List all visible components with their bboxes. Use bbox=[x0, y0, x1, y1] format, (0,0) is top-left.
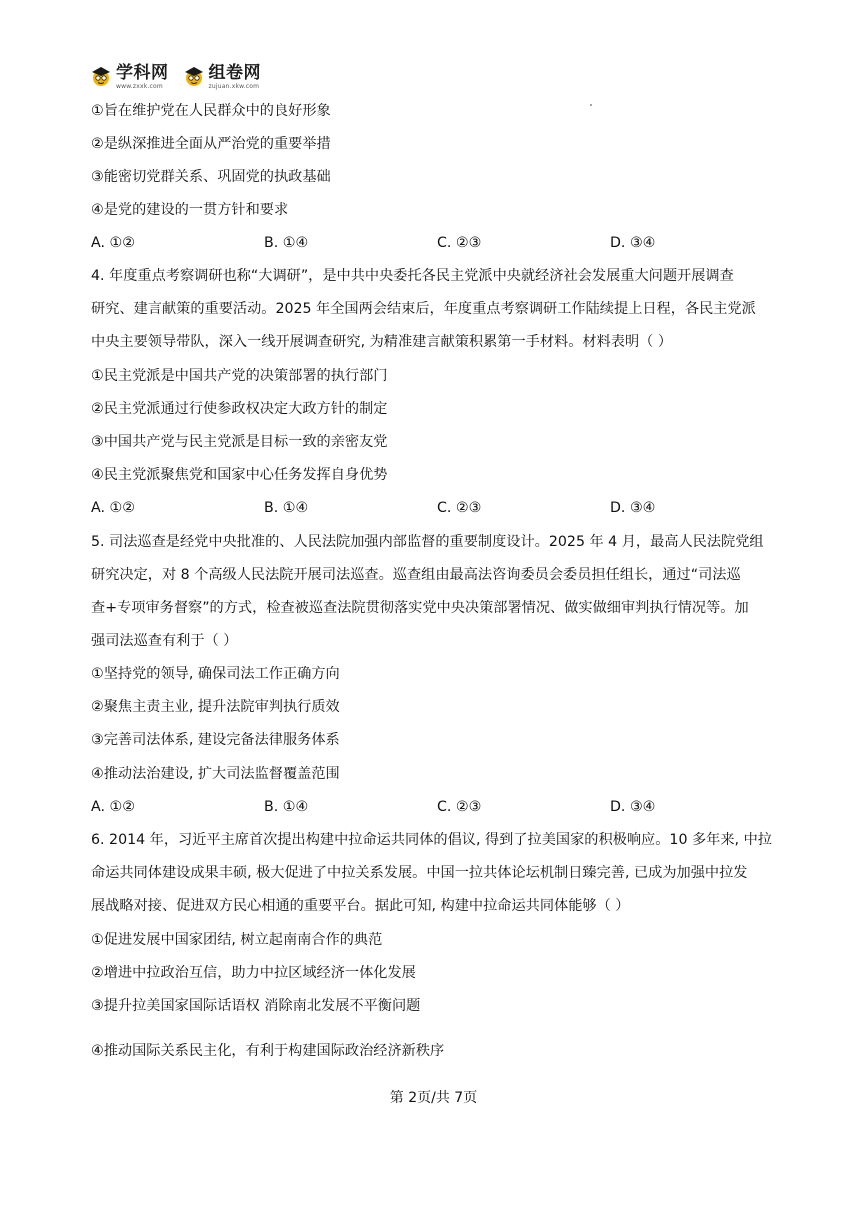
q4-item-3: ③中国共产党与民主党派是目标一致的亲密友党 bbox=[91, 434, 388, 450]
q5-option-d: D. ③④ bbox=[610, 799, 656, 815]
logo-zujuanwang bbox=[183, 62, 262, 90]
q4-option-b: B. ①④ bbox=[264, 500, 309, 516]
q5-stem-line-2: 研究决定，对 8 个高级人民法院开展司法巡查。巡查组由最高法咨询委员会委员担任组长，通过“司法巡 bbox=[91, 567, 741, 583]
q5-stem-line-1: 5. 司法巡查是经党中央批准的、人民法院加强内部监督的重要制度设计。2025 年 4 月，最高人民法院党组 bbox=[91, 534, 764, 550]
q5-stem-line-4: 强司法巡查有利于（ ） bbox=[91, 633, 238, 649]
q3-item-2: ②是纵深推进全面从严治党的重要举措 bbox=[91, 136, 331, 152]
q5-item-1: ①坚持党的领导, 确保司法工作正确方向 bbox=[91, 666, 340, 682]
q6-item-4: ④推动国际关系民主化，有利于构建国际政治经济新秩序 bbox=[91, 1043, 445, 1059]
q3-item-3: ③能密切党群关系、巩固党的执政基础 bbox=[91, 169, 331, 185]
q6-item-1: ①促进发展中国家团结, 树立起南南合作的典范 bbox=[91, 932, 383, 948]
q4-item-4: ④民主党派聚焦党和国家中心任务发挥自身优势 bbox=[91, 467, 388, 483]
mascot-icon bbox=[90, 65, 112, 87]
q4-stem-line-2: 研究、建言献策的重要活动。2025 年全国两会结束后，年度重点考察调研工作陆续提上日程，各民主党派 bbox=[91, 301, 756, 317]
q4-item-2: ②民主党派通过行使参政权决定大政方针的制定 bbox=[91, 401, 388, 417]
q6-item-2: ②增进中拉政治互信，助力中拉区域经济一体化发展 bbox=[91, 965, 416, 981]
q5-item-4: ④推动法治建设, 扩大司法监督覆盖范围 bbox=[91, 766, 340, 782]
mascot-icon bbox=[183, 65, 205, 87]
q4-option-a: A. ①② bbox=[91, 500, 135, 516]
q3-option-c: C. ②③ bbox=[437, 235, 482, 251]
q3-option-d: D. ③④ bbox=[610, 235, 656, 251]
q4-stem-line-1: 4. 年度重点考察调研也称“大调研”，是中共中央委托各民主党派中央就经济社会发展重大问题开展调查 bbox=[91, 268, 734, 284]
q3-option-b: B. ①④ bbox=[264, 235, 309, 251]
q6-stem-line-3: 展战略对接、促进双方民心相通的重要平台。据此可知, 构建中拉命运共同体能够（ ） bbox=[91, 898, 630, 914]
q5-option-c: C. ②③ bbox=[437, 799, 482, 815]
q3-item-4: ④是党的建设的一贯方针和要求 bbox=[91, 202, 289, 218]
q6-stem-line-2: 命运共同体建设成果丰硕, 极大促进了中拉关系发展。中国一拉共体论坛机制日臻完善, 已成为加强中拉发 bbox=[91, 865, 748, 881]
logo-url: www.zxxk.com bbox=[116, 82, 163, 90]
q4-stem-line-3: 中央主要领导带队，深入一线开展调查研究, 为精准建言献策积累第一手材料。材料表明（ ） bbox=[91, 334, 673, 350]
q3-option-a: A. ①② bbox=[91, 235, 135, 251]
scan-speck bbox=[590, 104, 592, 106]
q5-stem-line-3: 查+专项审务督察”的方式，检查被巡查法院贯彻落实党中央决策部署情况、做实做细审判执行情况等。加 bbox=[91, 600, 749, 616]
logo-name: 学科网 bbox=[116, 62, 169, 83]
q4-option-c: C. ②③ bbox=[437, 500, 482, 516]
logo-name: 组卷网 bbox=[208, 62, 261, 83]
logo-url: zujuan.xkw.com bbox=[208, 82, 260, 90]
header-logos bbox=[90, 62, 261, 92]
q4-item-1: ①民主党派是中国共产党的决策部署的执行部门 bbox=[91, 368, 388, 384]
q6-stem-line-1: 6. 2014 年，习近平主席首次提出构建中拉命运共同体的倡议, 得到了拉美国家的积极响应。10 多年来, 中拉 bbox=[91, 832, 772, 848]
logo-xuekewang bbox=[90, 62, 169, 90]
q4-option-d: D. ③④ bbox=[610, 500, 656, 516]
q5-item-2: ②聚焦主责主业, 提升法院审判执行质效 bbox=[91, 699, 340, 715]
q3-item-1: ①旨在维护党在人民群众中的良好形象 bbox=[91, 103, 331, 119]
q6-item-3: ③提升拉美国家国际话语权 消除南北发展不平衡问题 bbox=[91, 998, 421, 1014]
page-number: 第 2页/共 7页 bbox=[389, 1090, 478, 1106]
q5-option-a: A. ①② bbox=[91, 799, 135, 815]
q5-item-3: ③完善司法体系, 建设完备法律服务体系 bbox=[91, 732, 340, 748]
q5-option-b: B. ①④ bbox=[264, 799, 309, 815]
